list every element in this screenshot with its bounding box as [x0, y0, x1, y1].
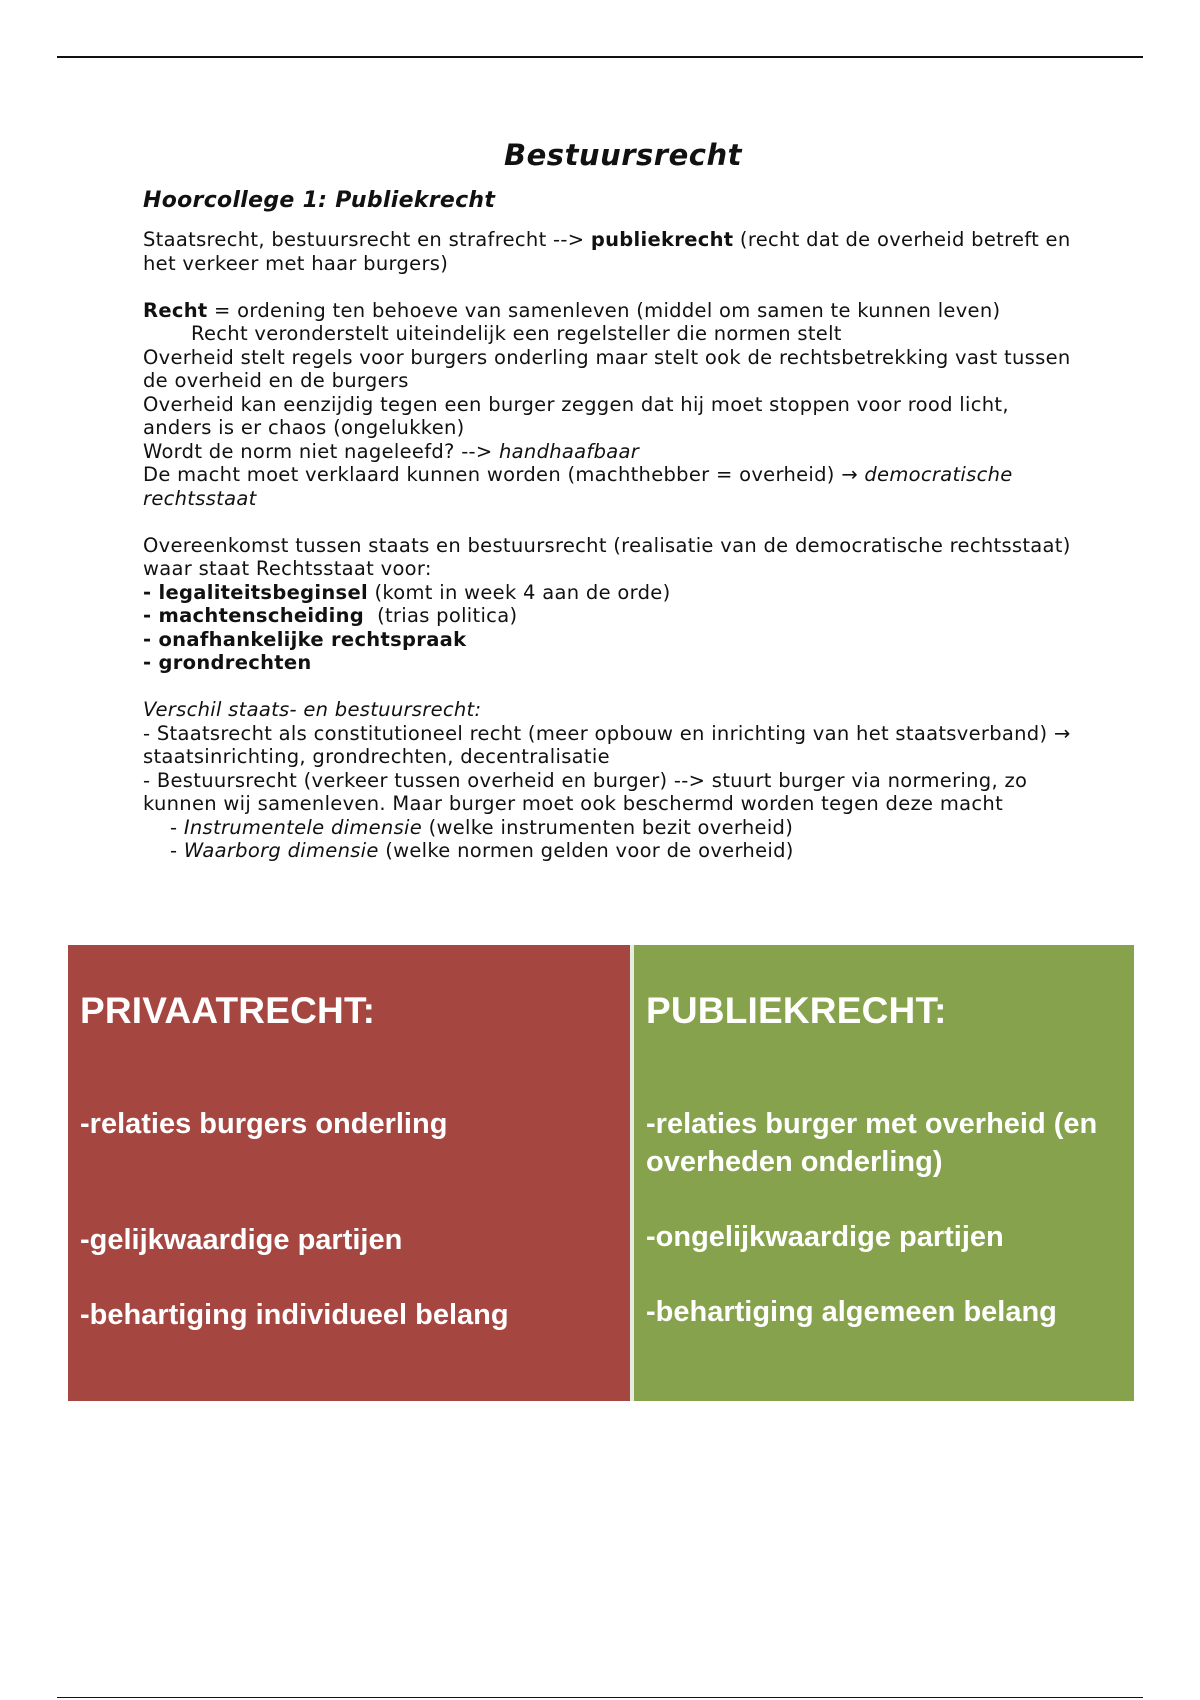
publiekrecht-item: -ongelijkwaardige partijen [646, 1221, 1004, 1253]
verschil-heading: Verschil staats- en bestuursrecht: [143, 698, 482, 721]
verschil-line-2: - Bestuursrecht (verkeer tussen overheid en burger) --> stuurt burger via normering, zo kunnen wij samenleven. Maar burger moet ook beschermd worden tegen deze macht [143, 768, 1028, 815]
publiekrecht-item: -relaties burger met overheid (en overheden onderling) [646, 1108, 1098, 1178]
page-title: Bestuursrecht [504, 138, 742, 172]
verschil-sub-item: - Instrumentele dimensie (welke instrumenten bezit overheid) [170, 815, 794, 839]
rechtsstaat-line-2: waar staat Rechtsstaat voor: [143, 557, 432, 580]
rechtsstaat-item: - onafhankelijke rechtspraak [143, 627, 467, 651]
recht-line-1: Overheid stelt regels voor burgers onderling maar stelt ook de rechtsbetrekking vast tussen de overheid en de burgers [143, 345, 1071, 392]
recht-term: Recht [143, 298, 208, 322]
lecture-heading: Hoorcollege 1: Publiekrecht [143, 188, 496, 213]
privaatrecht-item: -gelijkwaardige partijen [80, 1224, 403, 1256]
comparison-table [68, 945, 1134, 1401]
top-rule [57, 56, 1143, 58]
rechtsstaat-item: - legaliteitsbeginsel (komt in week 4 aan de orde) [143, 580, 671, 604]
privaatrecht-heading: PRIVAATRECHT: [80, 990, 376, 1031]
privaatrecht-item: -behartiging individueel belang [80, 1299, 509, 1331]
publiekrecht-term: publiekrecht [590, 228, 734, 251]
publiekrecht-item: -behartiging algemeen belang [646, 1296, 1057, 1328]
privaatrecht-column [68, 945, 630, 1401]
rechtsstaat-item: - grondrechten [143, 651, 312, 674]
recht-line-3: Wordt de norm niet nageleefd? --> handhaafbaar [143, 439, 640, 463]
publiekrecht-heading: PUBLIEKRECHT: [646, 990, 947, 1031]
verschil-sub-item: - Waarborg dimensie (welke normen gelden voor de overheid) [170, 839, 794, 862]
bottom-rule [57, 1697, 1143, 1698]
verschil-line-1: - Staatsrecht als constitutioneel recht (meer opbouw en inrichting van het staatsverband) → staatsinrichting, grondrechten, decentralisatie [143, 721, 1071, 768]
privaatrecht-item: -relaties burgers onderling [80, 1108, 448, 1140]
rechtsstaat-item: - machtenscheiding (trias politica) [143, 604, 518, 627]
document-body [143, 138, 1083, 863]
recht-definition: Recht = ordening ten behoeve van samenleven (middel om samen te kunnen leven) [143, 298, 1001, 322]
publiekrecht-column [634, 945, 1134, 1401]
recht-line-4: De macht moet verklaard kunnen worden (machthebber = overheid) → democratische rechtsstaat [143, 463, 1013, 510]
intro-paragraph: Staatsrecht, bestuursrecht en strafrecht --> publiekrecht (recht dat de overheid betreft en het verkeer met haar burgers) [143, 228, 1071, 275]
recht-indent-line: Recht veronderstelt uiteindelijk een regelsteller die normen stelt [191, 322, 842, 345]
rechtsstaat-line-1: Overeenkomst tussen staats en bestuursrecht (realisatie van de democratische rechtsstaat) [143, 533, 1071, 557]
recht-line-2: Overheid kan eenzijdig tegen een burger zeggen dat hij moet stoppen voor rood licht, anders is er chaos (ongelukken) [143, 392, 1009, 439]
